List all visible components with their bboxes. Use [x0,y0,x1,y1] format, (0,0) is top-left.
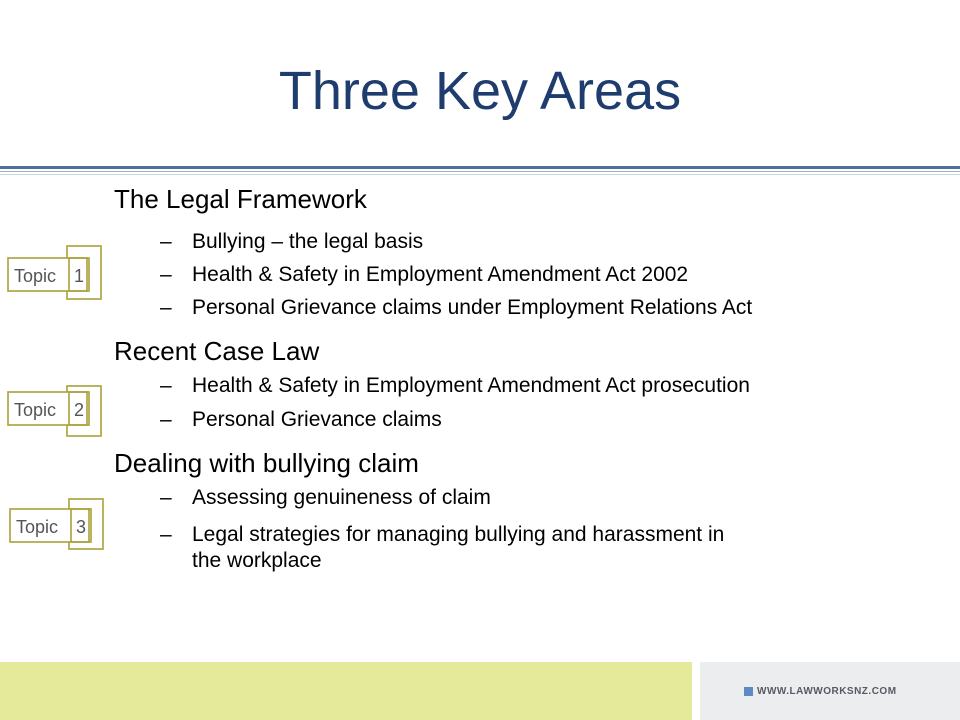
footer-band [0,662,692,720]
list-item-text: Assessing genuineness of claim [192,486,491,509]
list-item-text: the workplace [192,549,322,572]
slide-title: Three Key Areas [278,61,682,121]
topic-badge-1 [6,244,106,309]
topic-word: Topic [14,400,57,420]
list-item-text: Personal Grievance claims [192,408,442,431]
bullet-dash: – [160,408,172,431]
list-item-text: Health & Safety in Employment Amendment Act 2002 [192,263,689,286]
list-item-text: Bullying – the legal basis [192,230,424,253]
topic-badge-3 [8,497,108,562]
title-divider [0,166,960,169]
title-divider-thin [0,171,960,172]
section-heading-dealing-with-bullying: Dealing with bullying claim [114,448,419,478]
topic-word: Topic [16,517,59,537]
topic-number: 2 [74,400,85,420]
bullet-dash: – [160,523,172,546]
topic-badge-2 [6,384,106,449]
title-divider-faint [0,174,960,175]
section-heading-legal-framework: The Legal Framework [114,184,367,214]
topic-number: 1 [74,266,85,286]
bullet-dash: – [160,486,172,509]
topic-badge-graphic [6,244,106,304]
footer-url: WWW.LAWWORKSNZ.COM [757,686,897,697]
topic-number: 3 [76,517,87,537]
bullet-dash: – [160,374,172,397]
bullet-dash: – [160,263,172,286]
topic-badge-graphic [8,497,108,557]
list-item-text: Health & Safety in Employment Amendment Act prosecution [192,374,750,397]
bullet-dash: – [160,230,172,253]
square-icon [744,687,753,696]
topic-word: Topic [14,266,57,286]
topic-badge-graphic [6,384,106,444]
list-item-text: Legal strategies for managing bullying and harassment in [192,523,725,546]
section-heading-recent-case-law: Recent Case Law [114,336,320,366]
list-item-text: Personal Grievance claims under Employment Relations Act [192,296,753,319]
bullet-dash: – [160,296,172,319]
